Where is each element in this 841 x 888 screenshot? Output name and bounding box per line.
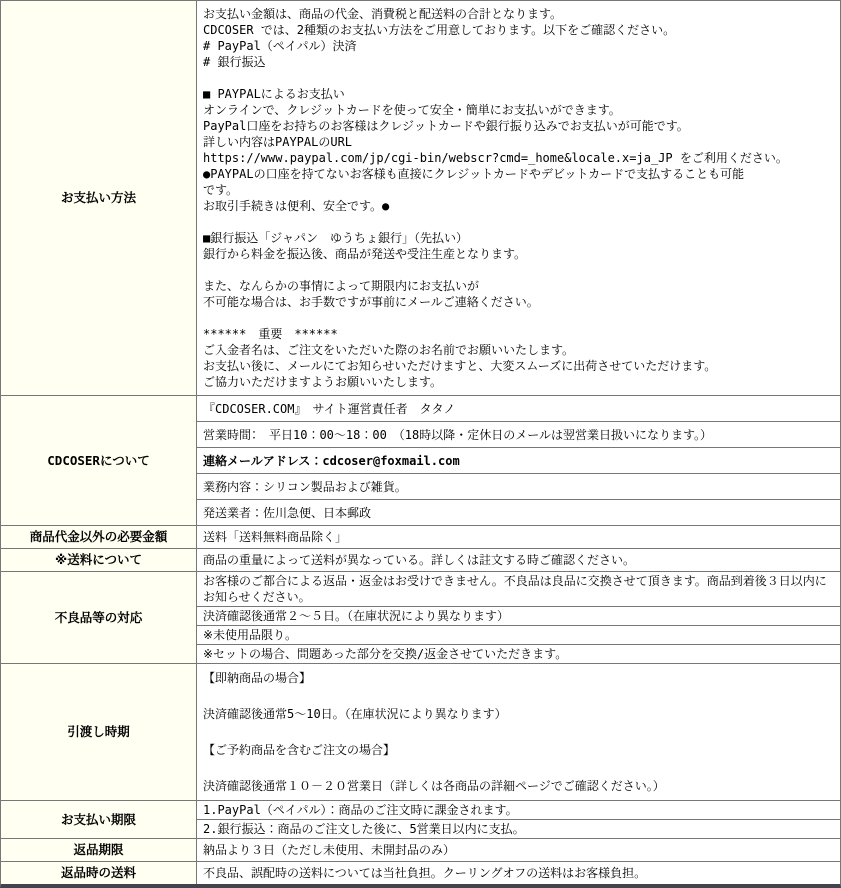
- about-business-hours: 営業時間： 平日10：00～18：00 （18時以降・定休日のメールは翌営業日扱いになります。）: [197, 421, 840, 447]
- delivery-preorder-time: 決済確認後通常１０－２０営業日（詳しくは各商品の詳細ページでご確認ください。）: [203, 779, 665, 793]
- text-line: ご協力いただけますようお願いいたします。: [203, 375, 443, 389]
- text-line: オンラインで、クレジットカードを使って安全・簡単にお支払いができます。: [203, 103, 621, 117]
- blank-line: [203, 310, 836, 326]
- payment-deadline-bank: 2.銀行振込：商品のご注文した後に、5営業日以内に支払。: [197, 819, 840, 838]
- section-about: [1, 395, 840, 525]
- return-deadline-text: 納品より３日（ただし未使用、未開封品のみ）: [203, 843, 456, 857]
- about-site-operator: 『CDCOSER.COM』 サイト運営責任者 タタノ: [203, 402, 456, 416]
- section-defective: [1, 571, 840, 663]
- section-return-deadline: [1, 838, 840, 861]
- return-shipping-text: 不良品、誤配時の送料については当社負担。クーリングオフの送料はお客様負担。: [203, 866, 647, 880]
- defective-set-note: ※セットの場合、問題あった部分を交換/返金させていただきます。: [197, 644, 840, 663]
- row-header-extra-fees: 商品代金以外の必要金額: [1, 526, 197, 548]
- blank-line: [203, 723, 836, 741]
- section-return-shipping: [1, 861, 840, 884]
- section-payment-deadline: [1, 800, 840, 838]
- text-line: PayPal口座をお持ちのお客様はクレジットカードや銀行振り込みでお支払いが可能です。: [203, 119, 689, 133]
- blank-line: [203, 214, 836, 230]
- text-line: ■銀行振込「ジャパン ゆうちょ銀行」（先払い）: [203, 231, 468, 245]
- text-line: ご入金者名は、ご注文をいただいた際のお名前でお願いいたします。: [203, 343, 575, 357]
- row-content-shipping: [197, 549, 840, 571]
- delivery-in-stock-time: 決済確認後通常5～10日。（在庫状況により異なります）: [203, 707, 507, 721]
- text-line: です。: [203, 183, 239, 197]
- row-content-about: [197, 396, 840, 525]
- important-notice-heading: ****** 重要 ******: [203, 327, 338, 341]
- row-content-return-deadline: [197, 839, 840, 861]
- paypal-url: https://www.paypal.com/jp/cgi-bin/webscr?cmd=_home&locale.x=ja_JP をご利用ください。: [203, 151, 788, 165]
- row-content-defective: [197, 572, 840, 663]
- about-business-description: 業務内容：シリコン製品および雑貨。: [197, 473, 840, 499]
- text-line: お支払い後に、メールにてお知らせいただけますと、大変スムーズに出荷させていただけます。: [203, 359, 717, 373]
- row-content-return-shipping: [197, 862, 840, 884]
- delivery-preorder-heading: 【ご予約商品を含むご注文の場合】: [203, 743, 396, 757]
- delivery-in-stock-heading: 【即納商品の場合】: [203, 671, 312, 685]
- row-header-payment-method: お支払い方法: [1, 1, 197, 395]
- section-shipping: [1, 548, 840, 571]
- blank-line: [203, 262, 836, 278]
- blank-line: [203, 687, 836, 705]
- row-content-payment-deadline: [197, 801, 840, 838]
- text-line: お取引手続きは便利、安全です。●: [203, 199, 390, 213]
- defective-return-policy: お客様のご都合による返品・返金はお受けできません。不良品は良品に交換させて頂きます。商品到着後３日以内にお知らせください。: [203, 574, 827, 604]
- text-line: ■ PAYPALによるお支払い: [203, 87, 345, 101]
- about-contact-email: 連絡メールアドレス：cdcoser@foxmail.com: [197, 447, 840, 473]
- blank-line: [203, 70, 836, 86]
- text-line: # 銀行振込: [203, 55, 266, 69]
- text-line: # PayPal（ペイパル）決済: [203, 39, 357, 53]
- text-line: 銀行から料金を振込後、商品が発送や受注生産となります。: [203, 247, 527, 261]
- defective-processing-time: 決済確認後通常２～５日。（在庫状況により異なります）: [197, 606, 840, 625]
- shipping-text: 商品の重量によって送料が異なっている。詳しくは註文する時ご確認ください。: [203, 553, 636, 567]
- blank-line: [203, 759, 836, 777]
- row-header-about: CDCOSERについて: [1, 396, 197, 525]
- row-header-payment-deadline: お支払い期限: [1, 801, 197, 838]
- text-line: CDCOSER では、2種類のお支払い方法をご用意しております。以下をご確認ください。: [203, 23, 676, 37]
- section-payment-method: [1, 1, 840, 395]
- row-header-defective: 不良品等の対応: [1, 572, 197, 663]
- text-line: お支払い金額は、商品の代金、消費税と配送料の合計となります。: [203, 7, 563, 21]
- extra-fees-text: 送料「送料無料商品除く」: [203, 530, 348, 544]
- row-header-return-shipping: 返品時の送料: [1, 862, 197, 884]
- text-line: ●PAYPALの口座を持てないお客様も直接にクレジットカードやデビットカードで支払することも可能: [203, 167, 745, 181]
- about-shipping-carriers: 発送業者：佐川急便、日本郵政: [197, 499, 840, 525]
- row-content-delivery: [197, 664, 840, 800]
- defective-unused-only-note: ※未使用品限り。: [197, 625, 840, 644]
- section-extra-fees: [1, 525, 840, 548]
- text-line: 詳しい内容はPAYPALのURL: [203, 135, 353, 149]
- row-header-delivery: 引渡し時期: [1, 664, 197, 800]
- payment-deadline-paypal: 1.PayPal（ペイパル）：商品のご注文時に課金されます。: [203, 803, 518, 817]
- text-line: また、なんらかの事情によって期限内にお支払いが: [203, 279, 480, 293]
- row-header-return-deadline: 返品期限: [1, 839, 197, 861]
- section-delivery: [1, 663, 840, 800]
- row-content-payment-method: [197, 1, 840, 395]
- row-content-extra-fees: [197, 526, 840, 548]
- row-header-shipping: ※送料について: [1, 549, 197, 571]
- text-line: 不可能な場合は、お手数ですが事前にメールご連絡ください。: [203, 295, 539, 309]
